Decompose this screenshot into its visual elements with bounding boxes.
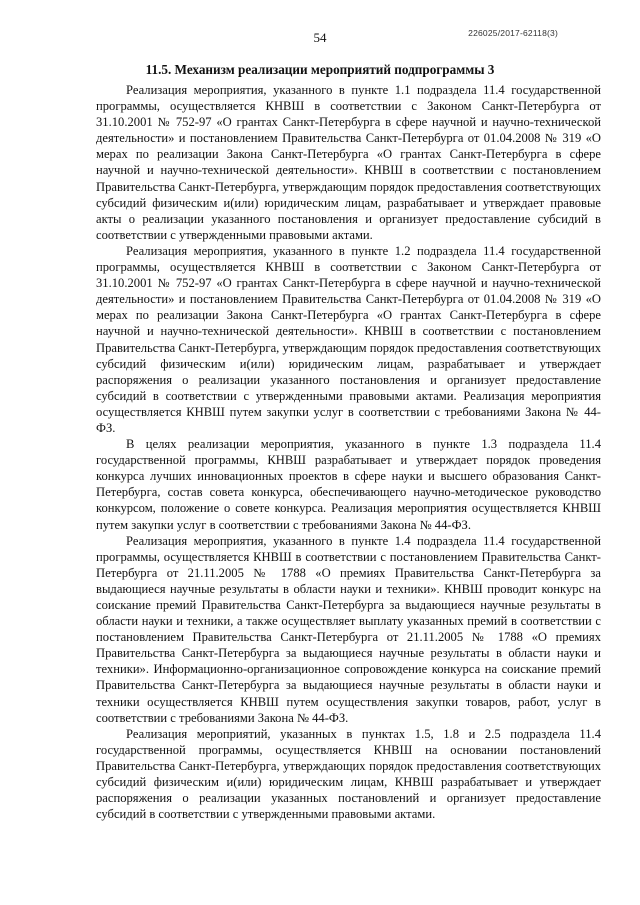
paragraph: Реализация мероприятий, указанных в пунктах 1.5, 1.8 и 2.5 подраздела 11.4 государственной программы, осуществляется КНВШ на основании постановлений Правительства Санкт-Петербурга, утверждающих порядок предоставления соответствующих субсидий физическим и(или) юридическим лицам, КНВШ разрабатывает и утверждает распоряжения о реализации указанных постановлений и организует предоставление субсидий в соответствии с утвержденными правовыми актами. — [96, 726, 601, 822]
page-number: 54 — [313, 30, 327, 45]
paragraph: Реализация мероприятия, указанного в пункте 1.1 подраздела 11.4 государственной программы, осуществляется КНВШ в соответствии с Законом Санкт-Петербурга от 31.10.2001 № 752-97 «О грантах Санкт-Петербурга в сфере научной и научно-технической деятельности» и постановлением Правительства Санкт-Петербурга от 01.04.2008 № 319 «О мерах по реализации Закона Санкт-Петербурга «О грантах Санкт-Петербурга в сфере научной и научно-технической деятельности». КНВШ в соответствии с постановлением Правительства Санкт-Петербурга, утверждающим порядок предоставления соответствующих субсидий физическим и(или) юридическим лицам, разрабатывает и утверждает правовые акты о реализации указанного постановления и организует предоставление субсидий в соответствии с утвержденными правовыми актами. — [96, 83, 601, 242]
paragraph: В целях реализации мероприятия, указанного в пункте 1.3 подраздела 11.4 государственной программы, КНВШ разрабатывает и утверждает порядок проведения конкурса лучших инновационных проектов в сфере науки и высшего образования Санкт-Петербурга, состав совета конкурса, обеспечивающего научно-методическое руководство конкурсом, положение о совете конкурса. Реализация мероприятия осуществляется КНВШ путем закупки услуг в соответствии с требованиями Закона № 44-ФЗ. — [96, 437, 601, 532]
section-title: 11.5. Механизм реализации мероприятий подпрограммы 3 — [145, 62, 495, 77]
paragraph: Реализация мероприятия, указанного в пункте 1.2 подраздела 11.4 государственной программы, осуществляется КНВШ в соответствии с Законом Санкт-Петербурга от 31.10.2001 № 752-97 «О грантах Санкт-Петербурга в сфере научной и научно-технической деятельности» и постановлением Правительства Санкт-Петербурга от 01.04.2008 № 319 «О мерах по реализации Закона Санкт-Петербурга «О грантах Санкт-Петербурга в сфере научной и научно-технической деятельности». КНВШ в соответствии с постановлением Правительства Санкт-Петербурга, утверждающим порядок предоставления соответствующих субсидий физическим и(или) юридическим лицам, разрабатывает и утверждает распоряжения о реализации указанного постановления и организует предоставление субсидий в соответствии с утвержденными правовыми актами. Реализация мероприятия осуществляется КНВШ путем закупки услуг в соответствии с требованиями Закона № 44-ФЗ. — [96, 243, 601, 435]
paragraph: Реализация мероприятия, указанного в пункте 1.4 подраздела 11.4 государственной программы, осуществляется КНВШ в соответствии с постановлением Правительства Санкт-Петербурга от 21.11.2005 № 1788 «О премиях Правительства Санкт-Петербурга за выдающиеся научные результаты в области науки и техники». КНВШ проводит конкурс на соискание премий Правительства Санкт-Петербурга за выдающиеся научные результаты в области науки и техники, а также осуществляет выплату указанных премий в соответствии с постановлением Правительства Санкт-Петербурга от 21.11.2005 № 1788 «О премиях Правительства Санкт-Петербурга за выдающиеся научные результаты в области науки и техники». Информационно-организационное сопровождение конкурса на соискание премий Правительства Санкт-Петербурга за выдающиеся научные результаты в области науки и техники осуществляется КНВШ путем осуществления закупки товаров, работ, услуг в соответствии с требованиями Закона № 44-ФЗ. — [96, 533, 601, 725]
registration-number: 226025/2017-62118(3) — [468, 28, 558, 38]
body-text — [96, 82, 601, 822]
